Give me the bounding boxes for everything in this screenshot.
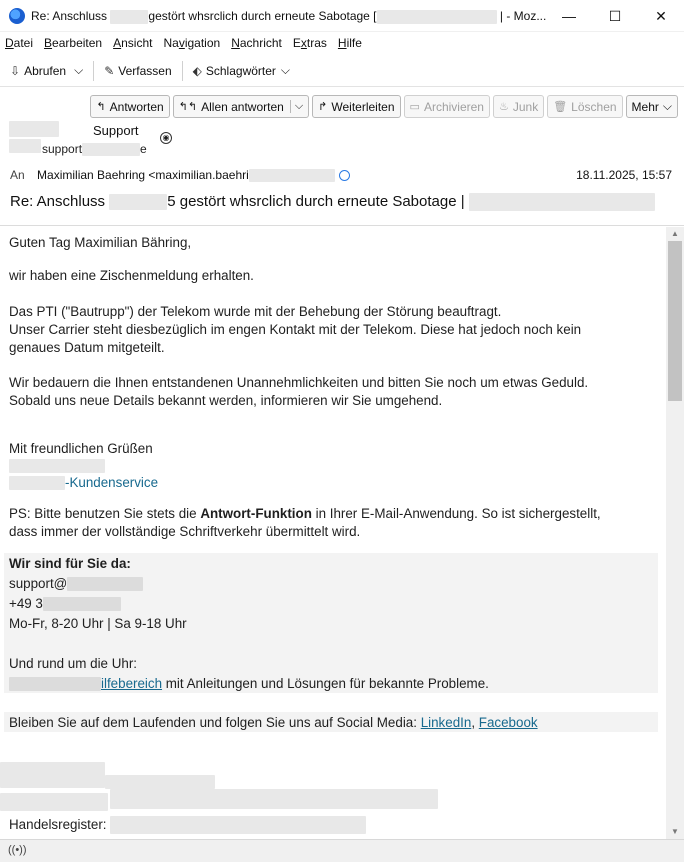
paragraph-2-line-3: genaues Datum mitgeteilt. bbox=[9, 340, 165, 355]
sender-address[interactable] bbox=[42, 142, 147, 156]
redacted-block bbox=[9, 139, 41, 153]
message-header bbox=[0, 88, 684, 226]
archive-button[interactable] bbox=[404, 95, 490, 118]
toolbar-separator bbox=[182, 61, 183, 81]
message-subject bbox=[10, 193, 655, 211]
contact-email-prefix: support@ bbox=[9, 576, 68, 591]
menu-extras[interactable]: Extras bbox=[292, 36, 327, 50]
redacted-block bbox=[9, 476, 65, 490]
social-text: Bleiben Sie auf dem Laufenden und folgen Sie uns auf Social Media: bbox=[9, 715, 421, 730]
signature-team-label: -Kundenservice bbox=[65, 475, 159, 490]
reply-all-label: Allen antworten bbox=[201, 99, 284, 114]
pencil-icon: ✎ bbox=[104, 63, 115, 78]
subject-prefix: Re: Anschluss bbox=[10, 193, 106, 210]
message-actions bbox=[90, 95, 678, 118]
redacted-block bbox=[110, 789, 438, 809]
ps-text-b: in Ihrer E-Mail-Anwendung. So ist sichergestellt, bbox=[311, 506, 601, 521]
maximize-button[interactable] bbox=[592, 0, 638, 32]
sender-name[interactable]: Support bbox=[93, 123, 139, 138]
minimize-button[interactable] bbox=[546, 0, 592, 32]
menu-datei[interactable]: Datei bbox=[5, 36, 34, 50]
redacted-block bbox=[0, 793, 108, 811]
sender-address-prefix: support bbox=[42, 142, 83, 156]
paragraph-3-line-2: Sobald uns neue Details bekannt werden, informieren wir Sie umgehend. bbox=[9, 393, 443, 408]
close-button[interactable] bbox=[638, 0, 684, 32]
redacted-block bbox=[67, 577, 143, 591]
scroll-up-icon[interactable]: ▲ bbox=[671, 229, 679, 238]
recipient-row bbox=[10, 168, 350, 182]
tags-button[interactable] bbox=[189, 59, 294, 83]
paragraph-2-line-1: Das PTI ("Bautrupp") der Telekom wurde mit der Behebung der Störung beauftragt. bbox=[9, 304, 502, 319]
chevron-down-icon: ⌵ bbox=[662, 99, 672, 113]
paragraph-2-line-2: Unser Carrier steht diesbezüglich im engen Kontakt mit der Telekom. Diese hat jedoch noch kein bbox=[9, 322, 582, 337]
fetch-button[interactable] bbox=[6, 59, 70, 83]
forward-button[interactable] bbox=[312, 95, 400, 118]
ps-line-2: dass immer der vollständige Schriftverkehr übermittelt wird. bbox=[9, 524, 361, 539]
thunderbird-icon bbox=[9, 8, 25, 24]
redacted-block bbox=[249, 169, 335, 182]
reply-all-icon: ↰↰ bbox=[178, 101, 198, 113]
menu-bearbeiten[interactable]: Bearbeiten bbox=[44, 36, 103, 50]
main-toolbar bbox=[0, 55, 684, 87]
menu-navigation[interactable]: Navigation bbox=[163, 36, 221, 50]
help-line bbox=[9, 675, 489, 693]
facebook-link[interactable]: Facebook bbox=[478, 715, 538, 730]
cloud-download-icon: ⇩ bbox=[10, 63, 21, 78]
paragraph-3-line-1: Wir bedauern die Ihnen entstandenen Unannehmlichkeiten und bitten Sie noch um etwas Geduld. bbox=[9, 375, 589, 390]
title-prefix: Re: Anschluss bbox=[31, 9, 108, 23]
recipient-address[interactable]: Maximilian Baehring <maximilian.baehri bbox=[37, 168, 249, 182]
title-bar bbox=[0, 0, 684, 32]
redacted-block bbox=[0, 762, 105, 788]
reply-icon: ↰ bbox=[96, 101, 106, 113]
compose-button[interactable] bbox=[100, 59, 175, 83]
delete-label: Löschen bbox=[571, 99, 617, 114]
redacted-block bbox=[109, 194, 167, 210]
flame-icon: ♨ bbox=[498, 101, 509, 113]
to-label: An bbox=[10, 168, 25, 182]
redacted-block bbox=[377, 10, 497, 24]
menu-nachricht[interactable]: Nachricht bbox=[231, 36, 282, 50]
title-suffix: | - Moz... bbox=[499, 9, 547, 23]
message-body[interactable] bbox=[0, 227, 666, 839]
redacted-block bbox=[82, 143, 140, 156]
reply-button[interactable] bbox=[90, 95, 169, 118]
menu-hilfe[interactable]: Hilfe bbox=[337, 36, 362, 50]
chevron-down-icon[interactable]: ⌵ bbox=[290, 100, 303, 113]
scroll-down-icon[interactable]: ▼ bbox=[671, 827, 679, 836]
subject-middle: 5 gestört whsrclich durch erneute Sabotage | bbox=[167, 193, 465, 210]
contact-icon[interactable]: ◉ bbox=[160, 132, 172, 144]
title-middle: gestört whsrclich durch erneute Sabotage [ bbox=[148, 9, 377, 23]
scrollbar-thumb[interactable] bbox=[668, 241, 682, 401]
tag-icon: ⬖ bbox=[192, 63, 202, 78]
contact-heading: Wir sind für Sie da: bbox=[9, 556, 131, 571]
help-text: mit Anleitungen und Lösungen für bekannte Probleme. bbox=[162, 676, 489, 691]
around-clock: Und rund um die Uhr: bbox=[9, 656, 138, 671]
redacted-block bbox=[43, 597, 121, 611]
contact-email[interactable] bbox=[9, 575, 143, 593]
chevron-down-icon: ⌵ bbox=[74, 63, 84, 77]
tags-label: Schlagwörter bbox=[205, 63, 276, 78]
window-title bbox=[31, 9, 546, 24]
delete-button[interactable] bbox=[547, 95, 622, 118]
menu-ansicht[interactable]: Ansicht bbox=[113, 36, 153, 50]
redacted-block bbox=[105, 775, 215, 789]
register-line bbox=[9, 816, 366, 834]
greeting: Guten Tag Maximilian Bähring, bbox=[9, 235, 192, 250]
junk-button[interactable] bbox=[493, 95, 544, 118]
opening-hours: Mo-Fr, 8-20 Uhr | Sa 9-18 Uhr bbox=[9, 616, 187, 631]
redacted-block bbox=[9, 121, 59, 137]
chevron-down-icon: ⌵ bbox=[280, 63, 291, 77]
message-date: 18.11.2025, 15:57 bbox=[576, 168, 672, 182]
archive-icon: ▭ bbox=[409, 101, 420, 113]
comma: , bbox=[471, 715, 479, 730]
more-button[interactable] bbox=[626, 95, 678, 118]
closing: Mit freundlichen Grüßen bbox=[9, 441, 153, 456]
social-line bbox=[9, 714, 538, 732]
redacted-block bbox=[110, 816, 366, 834]
connection-status-icon[interactable]: ((•)) bbox=[8, 844, 27, 856]
contact-phone-prefix: +49 3 bbox=[9, 596, 43, 611]
status-bar bbox=[0, 839, 684, 862]
ps-bold: Antwort-Funktion bbox=[200, 506, 312, 521]
archive-label: Archivieren bbox=[423, 99, 484, 114]
register-label: Handelsregister: bbox=[9, 817, 107, 832]
contact-phone bbox=[9, 595, 121, 613]
junk-label: Junk bbox=[512, 99, 539, 114]
more-label: Mehr bbox=[631, 99, 659, 114]
trash-icon: 🗑 bbox=[553, 101, 568, 113]
fetch-label: Abrufen bbox=[24, 63, 67, 78]
signature-team bbox=[9, 474, 158, 492]
forward-icon: ↱ bbox=[318, 101, 328, 113]
fetch-dropdown-button[interactable] bbox=[70, 59, 87, 83]
reply-all-button[interactable] bbox=[173, 95, 310, 118]
redacted-block bbox=[9, 677, 101, 691]
help-link[interactable]: ilfebereich bbox=[101, 676, 163, 691]
reply-label: Antworten bbox=[109, 99, 164, 114]
paragraph-1: wir haben eine Zischenmeldung erhalten. bbox=[9, 268, 254, 283]
compose-label: Verfassen bbox=[118, 63, 172, 78]
redacted-block bbox=[9, 459, 105, 473]
menu-bar bbox=[0, 32, 684, 54]
close-icon: ✕ bbox=[655, 7, 667, 24]
linkedin-link[interactable]: LinkedIn bbox=[420, 715, 472, 730]
minimize-icon: — bbox=[562, 8, 576, 24]
address-book-icon[interactable] bbox=[339, 170, 350, 181]
body-scrollbar[interactable] bbox=[666, 227, 684, 839]
redacted-block bbox=[110, 10, 148, 24]
forward-label: Weiterleiten bbox=[331, 99, 395, 114]
sender-address-suffix: e bbox=[140, 142, 147, 156]
maximize-icon: ☐ bbox=[608, 7, 622, 24]
redacted-block bbox=[469, 193, 655, 211]
ps-text-a: PS: Bitte benutzen Sie stets die bbox=[9, 506, 201, 521]
ps-line-1 bbox=[9, 505, 601, 523]
toolbar-separator bbox=[93, 61, 94, 81]
